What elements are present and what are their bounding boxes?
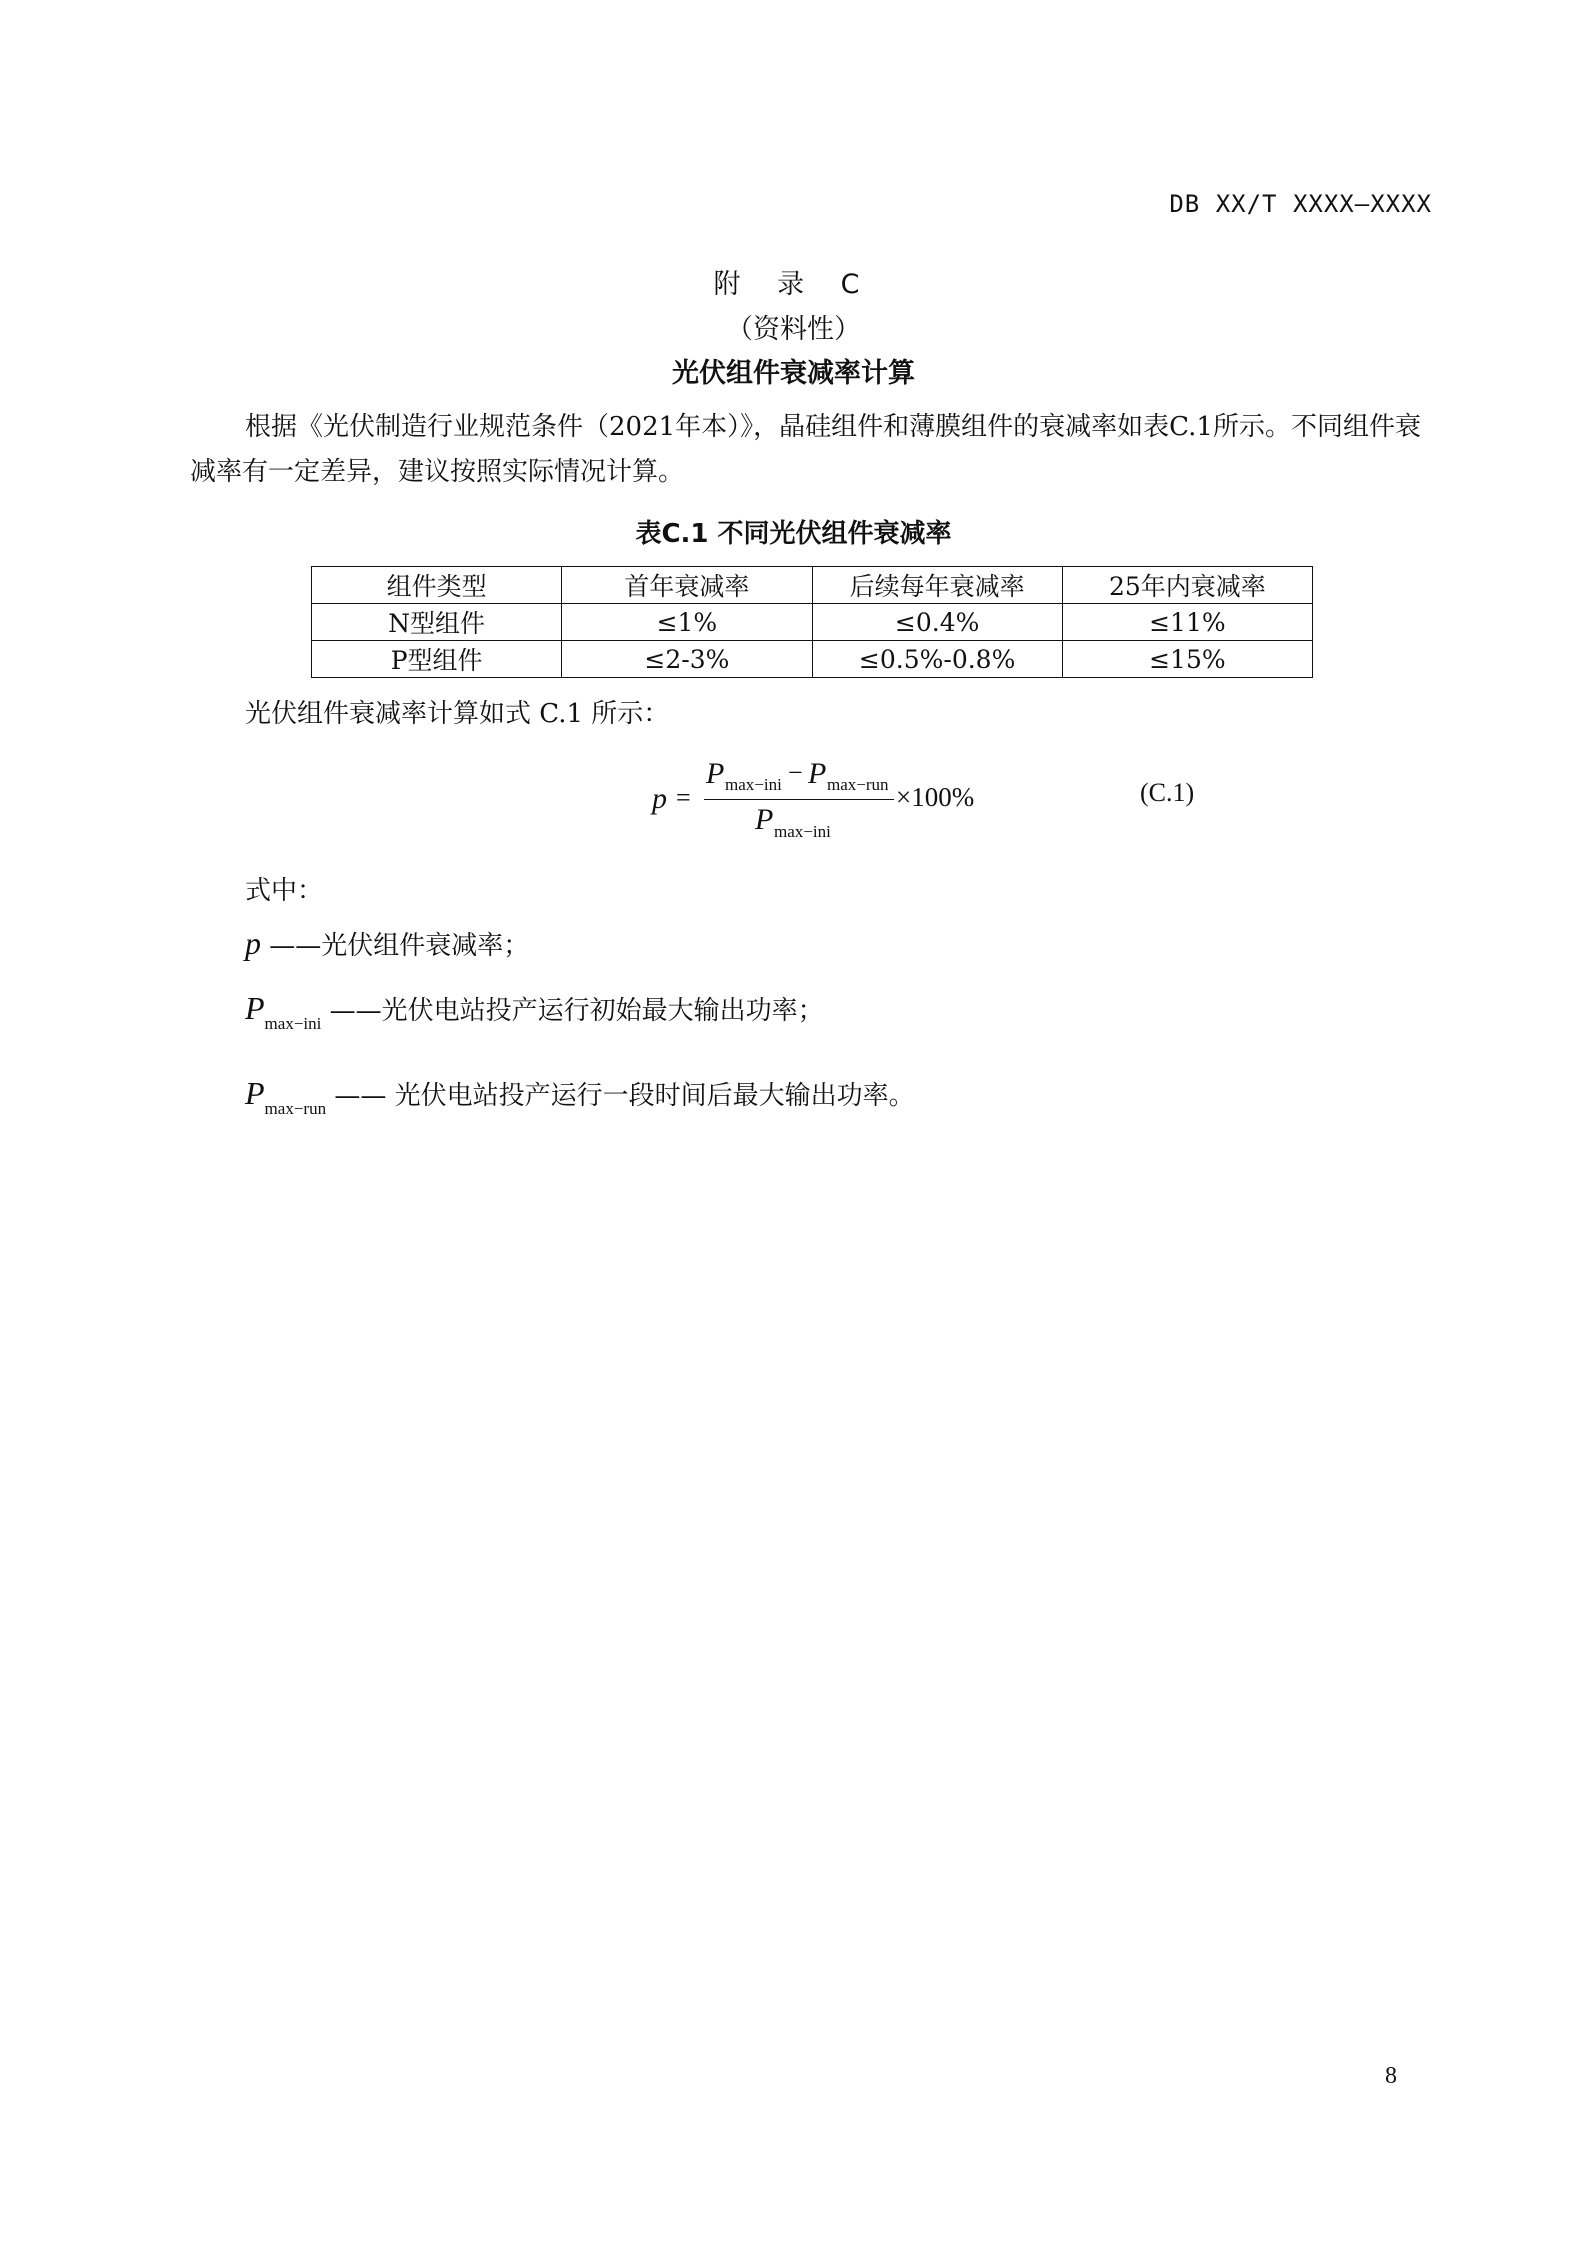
appendix-title: 附 录 C — [713, 269, 874, 300]
table-cell: ≤0.5%-0.8% — [812, 641, 1062, 678]
definition-symbol: P — [245, 1075, 265, 1111]
table-row — [312, 641, 1313, 678]
table-header-row — [312, 567, 1313, 604]
table-caption: 表C.1 不同光伏组件衰减率 — [635, 519, 952, 549]
definition-text: ——光伏电站投产运行初始最大输出功率； — [329, 996, 824, 1026]
appendix-nature: （资料性） — [726, 314, 861, 345]
formula-num-sub1: max−ini — [725, 775, 782, 794]
table-row — [312, 604, 1313, 641]
attenuation-table — [311, 566, 1313, 678]
formula-den-p: P — [755, 803, 774, 836]
definition-p — [245, 925, 529, 962]
formula-equals: = — [676, 783, 691, 812]
where-label: 式中： — [245, 876, 324, 906]
table-cell: P型组件 — [312, 641, 562, 678]
formula-den-sub: max−ini — [774, 822, 831, 841]
table-cell: ≤11% — [1062, 604, 1312, 641]
formula-num-p2: P — [808, 757, 827, 790]
formula-num-p1: P — [706, 757, 725, 790]
table-header-cell: 25年内衰减率 — [1062, 567, 1312, 604]
formula-num-sub2: max−run — [827, 775, 889, 794]
equation-number: (C.1) — [1140, 778, 1195, 807]
fraction-bar — [704, 799, 894, 800]
definition-symbol: P — [245, 990, 265, 1026]
definition-subscript: max−ini — [264, 1014, 322, 1033]
definition-pmax-ini — [245, 990, 824, 1033]
table-cell: ≤0.4% — [812, 604, 1062, 641]
table-cell: ≤2-3% — [562, 641, 812, 678]
intro-paragraph: 根据《光伏制造行业规范条件（2021年本）》，晶硅组件和薄膜组件的衰减率如表C.1所示。不同组件衰减率有一定差异，建议按照实际情况计算。 — [190, 412, 1421, 487]
table-header-cell: 组件类型 — [312, 567, 562, 604]
table-header-cell: 首年衰减率 — [562, 567, 812, 604]
definition-symbol: p — [245, 925, 261, 961]
definition-pmax-run — [245, 1075, 915, 1118]
appendix-heading: 光伏组件衰减率计算 — [672, 358, 915, 389]
table-header-cell: 后续每年衰减率 — [812, 567, 1062, 604]
table-cell: N型组件 — [312, 604, 562, 641]
page-number: 8 — [1385, 2063, 1397, 2089]
standard-code: DB XX/T XXXX—XXXX — [1169, 190, 1432, 218]
table-cell: ≤15% — [1062, 641, 1312, 678]
formula-times: ×100% — [896, 782, 975, 812]
formula-minus: − — [788, 758, 803, 787]
formula-intro: 光伏组件衰减率计算如式 C.1 所示： — [245, 699, 670, 729]
definition-text: ——光伏组件衰减率； — [269, 931, 530, 961]
formula-lhs: p — [652, 782, 667, 815]
table-cell: ≤1% — [562, 604, 812, 641]
definition-subscript: max−run — [264, 1099, 327, 1118]
definition-text: —— 光伏电站投产运行一段时间后最大输出功率。 — [334, 1081, 915, 1111]
formula-c1 — [650, 755, 1010, 855]
